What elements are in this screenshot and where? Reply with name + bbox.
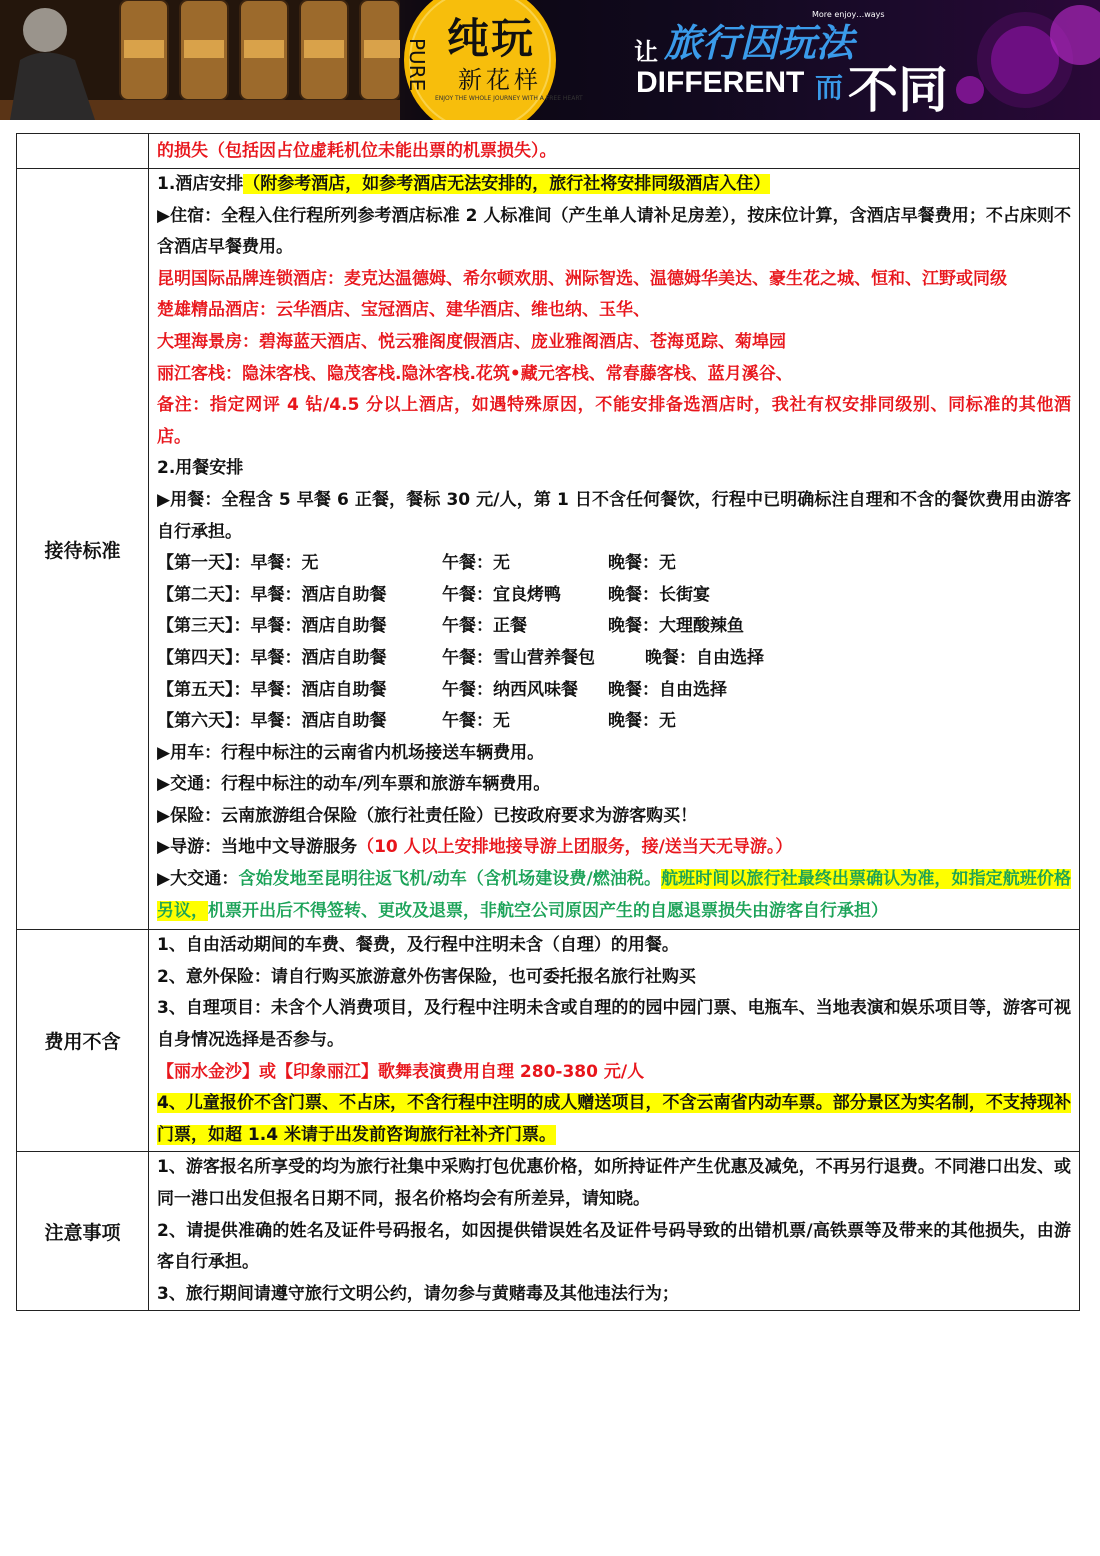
slogan-small: More enjoy…ways — [812, 10, 885, 19]
reception-row — [17, 169, 1080, 930]
slogan-english: DIFFERENT — [636, 66, 805, 99]
top-carry-text: 的损失（包括因占位虚耗机位未能出票的机票损失）。 — [157, 141, 557, 161]
kunming-hotels: 昆明国际品牌连锁酒店：麦克达温德姆、希尔顿欢朋、洲际智选、温德姆华美达、豪生花之城、恒和、江野或同级 — [157, 268, 1007, 289]
excluded-row — [17, 930, 1080, 1152]
big-transport-highlight: 航班时间以旅行社最终出票确认为准， — [661, 869, 952, 890]
meal-row — [157, 675, 1071, 707]
slogan-end: 不同 — [848, 61, 948, 119]
logo-text-side: PURE — [405, 38, 429, 92]
meal-day: 【第四天】：早餐：酒店自助餐 — [157, 647, 387, 668]
empty-label-cell — [17, 134, 149, 169]
big-transport-refund: 机票开出后不得签转、更改及退票，非航空公司原因产生的自愿退票损失由游客自行承担） — [208, 900, 888, 921]
meal-row — [157, 611, 1071, 643]
meal-day: 【第三天】：早餐：酒店自助餐 — [157, 616, 387, 637]
notes-content — [149, 1152, 1080, 1311]
meal-day: 【第六天】：早餐：酒店自助餐 — [157, 711, 387, 732]
excluded-item-3: 3、自理项目：未含个人消费项目，及行程中注明未含或自理的的园中园门票、电瓶车、当地表演和娱乐项目等，游客可视自身情况选择是否参与。 — [157, 998, 1071, 1051]
dali-hotels: 大理海景房：碧海蓝天酒店、悦云雅阁度假酒店、庞业雅阁酒店、苍海觅踪、菊埠园 — [157, 331, 786, 352]
top-carry-row — [17, 134, 1080, 169]
hotel-title-note: （附参考酒店，如参考酒店无法安排的，旅行社将安排同级酒店入住） — [243, 174, 771, 194]
hotel-title: 1.酒店安排 — [157, 174, 244, 194]
lijiang-hotels: 丽江客栈：隐沫客栈、隐茂客栈.隐沐客栈.花筑•藏元客栈、常春藤客栈、蓝月溪谷、 — [157, 363, 793, 384]
notes-item-1: 1、游客报名所享受的均为旅行社集中采购打包优惠价格，如所持证件产生优惠及减免，不再另行退费。不同港口出发、或同一港口出发但报名日期不同，报名价格均会有所差异，请知晓。 — [157, 1157, 1071, 1209]
meal-lunch: 午餐：纳西风味餐 — [442, 679, 578, 700]
meal-day: 【第二天】：早餐：酒店自助餐 — [157, 584, 387, 605]
meal-day: 【第五天】：早餐：酒店自助餐 — [157, 679, 387, 700]
lodging-text: ▶住宿：全程入住行程所列参考酒店标准 2 人标准间（产生单人请补足房差），按床位计算，含酒店早餐费用；不占床则不含酒店早餐费用。 — [157, 205, 1071, 258]
logo-text-sub: 新花样 — [458, 66, 542, 94]
reception-label: 接待标准 — [17, 169, 149, 930]
meal-dinner: 晚餐：自由选择 — [608, 679, 727, 700]
decorative-orbs — [930, 0, 1100, 120]
header-banner — [0, 0, 1100, 120]
meal-row — [157, 548, 1071, 580]
notes-row — [17, 1152, 1080, 1311]
top-carry-cell — [149, 134, 1080, 169]
guide-note: （10 人以上安排地接导游上团服务，接/送当天无导游。） — [357, 837, 793, 858]
slogan-mid: 而 — [815, 71, 844, 104]
notes-item-3: 3、旅行期间请遵守旅行文明公约，请勿参与黄赌毒及其他违法行为； — [157, 1283, 679, 1304]
big-transport-highlight-2: 如指定航班价格另议， — [157, 869, 1072, 921]
meal-lunch: 午餐：正餐 — [442, 616, 527, 637]
car-text: ▶用车：行程中标注的云南省内机场接送车辆费用。 — [157, 742, 545, 763]
meal-dinner: 晚餐：长街宴 — [608, 584, 710, 605]
meal-day: 【第一天】：早餐：无 — [157, 553, 319, 574]
reception-content — [149, 169, 1080, 930]
prayer-wheels-image — [0, 0, 400, 120]
big-transport-text: 含始发地至昆明往返飞机/动车（含机场建设费/燃油税。 — [238, 869, 662, 890]
excluded-item-4: 4、儿童报价不含门票、不占床，不含行程中注明的成人赠送项目，不含云南省内动车票。部分景区为实名制，不支持现补门票，如超 1.4 米请于出发前咨询旅行社补齐门票。 — [157, 1093, 1071, 1145]
excluded-content — [149, 930, 1080, 1152]
meal-lunch: 午餐：无 — [442, 553, 510, 574]
meal-dinner: 晚餐：无 — [608, 711, 676, 732]
meal-lunch: 午餐：雪山营养餐包 — [442, 647, 595, 668]
guide-text: ▶导游：当地中文导游服务 — [157, 837, 358, 858]
slogan-prefix: 让 — [634, 38, 658, 66]
slogan-main: 旅行因玩法 — [664, 21, 855, 65]
meal-dinner: 晚餐：大理酸辣鱼 — [608, 616, 744, 637]
itinerary-table — [16, 133, 1080, 1311]
chuxiong-hotels: 楚雄精品酒店：云华酒店、宝冠酒店、建华酒店、维也纳、玉华、 — [157, 300, 650, 321]
big-transport-label: ▶大交通： — [157, 869, 239, 890]
notes-item-2: 2、请提供准确的姓名及证件号码报名，如因提供错误姓名及证件号码导致的出错机票/高铁票等及带来的其他损失，由游客自行承担。 — [157, 1220, 1071, 1273]
meal-desc: ▶用餐：全程含 5 早餐 6 正餐，餐标 30 元/人，第 1 日不含任何餐饮，行程中已明确标注自理和不含的餐饮费用由游客自行承担。 — [157, 489, 1071, 542]
meal-dinner: 晚餐：自由选择 — [645, 647, 764, 668]
excluded-label: 费用不含 — [17, 930, 149, 1152]
hotel-remark: 备注：指定网评 4 钻/4.5 分以上酒店，如遇特殊原因，不能安排备选酒店时，我社有权安排同级别、同标准的其他酒店。 — [157, 395, 1071, 447]
meal-dinner: 晚餐：无 — [608, 553, 676, 574]
transport-text: ▶交通：行程中标注的动车/列车票和旅游车辆费用。 — [157, 774, 551, 795]
meal-row — [157, 643, 1071, 675]
notes-label: 注意事项 — [17, 1152, 149, 1311]
show-fee-text: 【丽水金沙】或【印象丽江】歌舞表演费用自理 280-380 元/人 — [157, 1061, 645, 1082]
meal-lunch: 午餐：宜良烤鸭 — [442, 584, 561, 605]
excluded-item-1: 1、自由活动期间的车费、餐费，及行程中注明未含（自理）的用餐。 — [157, 935, 679, 956]
logo-tagline: ENJOY THE WHOLE JOURNEY WITH A FREE HEART — [435, 95, 583, 102]
meal-row — [157, 580, 1071, 612]
meal-row — [157, 706, 1071, 738]
excluded-item-2: 2、意外保险：请自行购买旅游意外伤害保险，也可委托报名旅行社购买 — [157, 966, 696, 987]
meal-title: 2.用餐安排 — [157, 458, 244, 479]
logo-text-main: 纯玩 — [447, 14, 536, 63]
insurance-text: ▶保险：云南旅游组合保险（旅行社责任险）已按政府要求为游客购买！ — [157, 805, 698, 826]
meal-lunch: 午餐：无 — [442, 711, 510, 732]
